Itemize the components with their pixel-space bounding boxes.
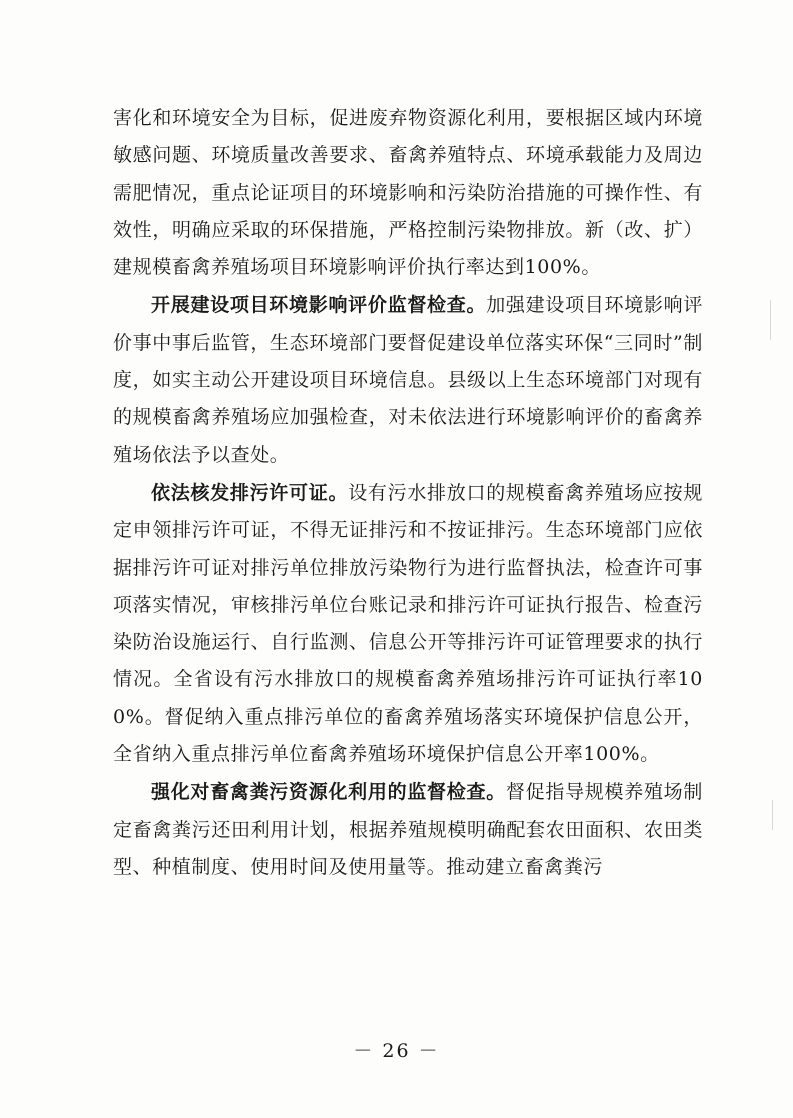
paragraph-manure-utilization — [113, 774, 703, 886]
document-body — [113, 100, 703, 886]
paragraph-discharge-permit — [113, 475, 703, 773]
scan-mark — [770, 300, 771, 340]
scan-mark — [772, 800, 773, 830]
paragraph-text: 督促指导规模养殖场制定畜禽粪污还田利用计划，根据养殖规模明确配套农田面积、农田类型、种植制度、使用时间及使用量等。推动建立畜禽粪污 — [113, 781, 703, 878]
paragraph-lead-heading: 开展建设项目环境影响评价监督检查。 — [151, 294, 487, 317]
paragraph-text: 设有污水排放口的规模畜禽养殖场应按规定申领排污许可证，不得无证排污和不按证排污。生态环境部门应依据排污许可证对排污单位排放污染物行为进行监督执法，检查许可事项落实情况，审核排污单位台账记录和排污许可证执行报告、检查污染防治设施运行、自行监测、信息公开等排污许可证管理要求的执行情况。全省设有污水排放口的规模畜禽养殖场排污许可证执行率100%。督促纳入重点排污单位的畜禽养殖场落实环境保护信息公开，全省纳入重点排污单位畜禽养殖场环境保护信息公开率100%。 — [113, 481, 703, 766]
paragraph-eia-supervision — [113, 287, 703, 473]
paragraph-lead-heading: 强化对畜禽粪污资源化利用的监督检查。 — [151, 781, 506, 804]
page-number: － 26 － — [353, 1040, 440, 1062]
paragraph-text: 加强建设项目环境影响评价事中事后监管，生态环境部门要督促建设单位落实环保“三同时”制度，如实主动公开建设项目环境信息。县级以上生态环境部门对现有的规模畜禽养殖场应加强检查，对未依法进行环境影响评价的畜禽养殖场依法予以查处。 — [113, 294, 704, 466]
paragraph-continuation — [113, 100, 703, 286]
paragraph-lead-heading: 依法核发排污许可证。 — [151, 481, 349, 504]
paragraph-text: 害化和环境安全为目标，促进废弃物资源化利用，要根据区域内环境敏感问题、环境质量改善要求、畜禽养殖特点、环境承载能力及周边需肥情况，重点论证项目的环境影响和污染防治措施的可操作性、有效性，明确应采取的环保措施，严格控制污染物排放。新（改、扩）建规模畜禽养殖场项目环境影响评价执行率达到100%。 — [113, 107, 703, 279]
